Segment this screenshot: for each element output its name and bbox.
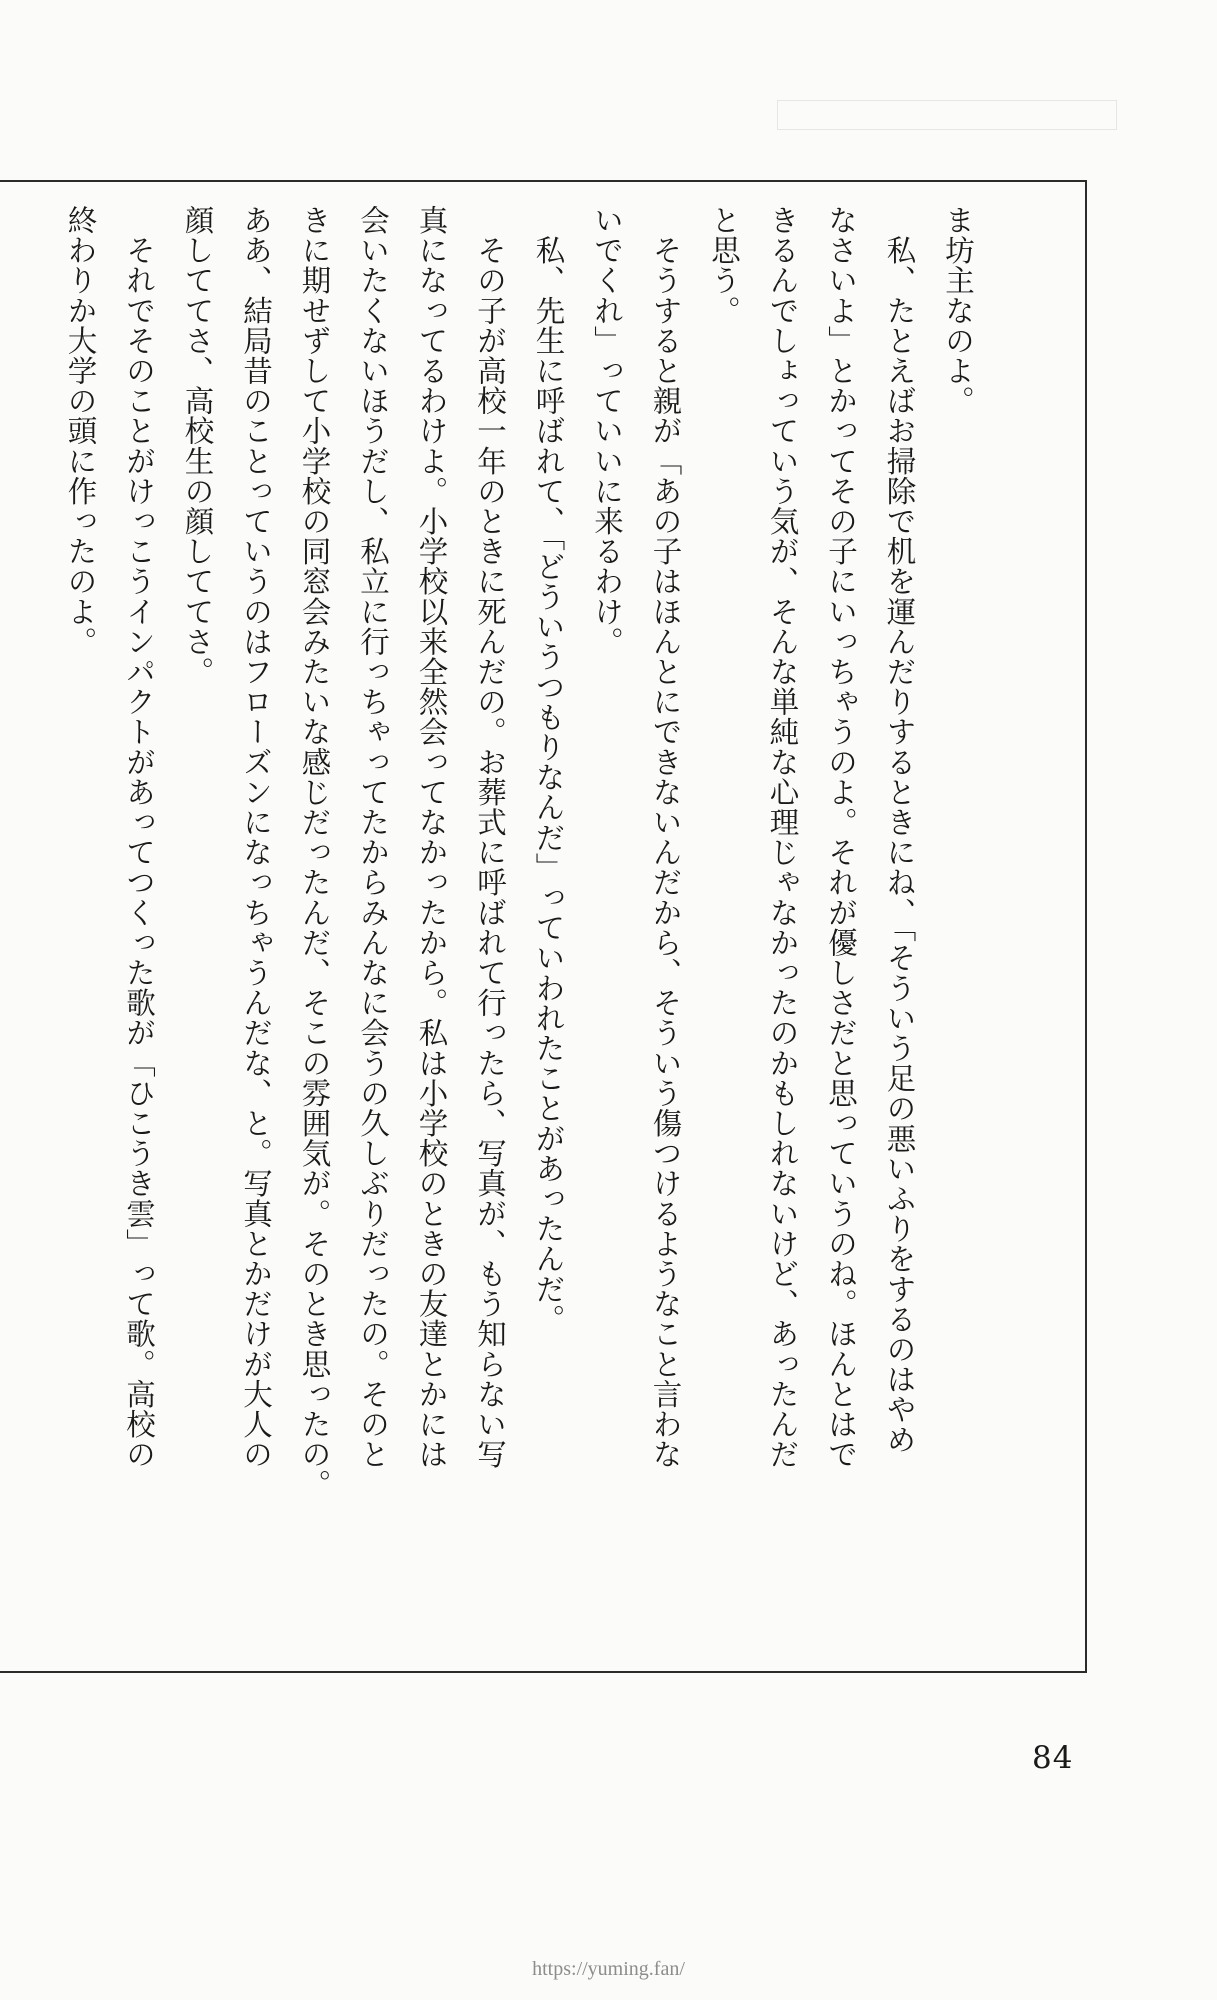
text-line: 私、たとえばお掃除で机を運んだりするときにね、「そういう足の悪いふりをするのはやめ (882, 205, 917, 1455)
show-through-header (777, 100, 1117, 130)
text-line: 顔しててさ、高校生の顔しててさ。 (180, 205, 215, 687)
text-line: 会いたくないほうだし、私立に行っちゃってたからみんなに会うの久しぶりだったの。そのと (356, 205, 390, 1470)
text-line: 真になってるわけよ。小学校以来全然会ってなかったから。私は小学校のときの友達とかには (414, 205, 449, 1470)
page-number: 84 (1032, 1740, 1074, 1776)
footer-url[interactable]: https://yuming.fan/ (532, 1958, 685, 1980)
text-line: と思う。 (707, 205, 741, 326)
text-line: 終わりか大学の頭に作ったのよ。 (63, 205, 98, 657)
text-line: きるんでしょっていう気が、そんな単純な心理じゃなかったのかもしれないけど、あったんだ (765, 205, 800, 1470)
text-line: その子が高校一年のときに死んだの。お葬式に呼ばれて行ったら、写真が、もう知らない写 (473, 205, 507, 1470)
text-line: きに期せずして小学校の同窓会みたいな感じだったんだ、そこの雰囲気が。そのとき思ったの。 (297, 205, 332, 1500)
body-text (51, 205, 987, 1650)
text-line: いでくれ」っていいに来るわけ。 (590, 205, 624, 657)
text-line: なさいよ」とかってその子にいっちゃうのよ。それが優しさだと思っていうのね。ほんとはで (824, 205, 858, 1470)
text-line: それでそのことがけっこうインパクトがあってつくった歌が「ひこうき雲」って歌。高校の (122, 205, 156, 1470)
text-line: ああ、結局昔のことっていうのはフローズンになっちゃうんだな、と。写真とかだけが大人の (239, 205, 273, 1470)
text-line: そうすると親が「あの子はほんとにできないんだから、そういう傷つけるようなこと言わな (648, 205, 683, 1470)
text-line: 私、先生に呼ばれて、「どういうつもりなんだ」っていわれたことがあったんだ。 (531, 205, 566, 1335)
text-line: ま坊主なのよ。 (941, 205, 975, 416)
